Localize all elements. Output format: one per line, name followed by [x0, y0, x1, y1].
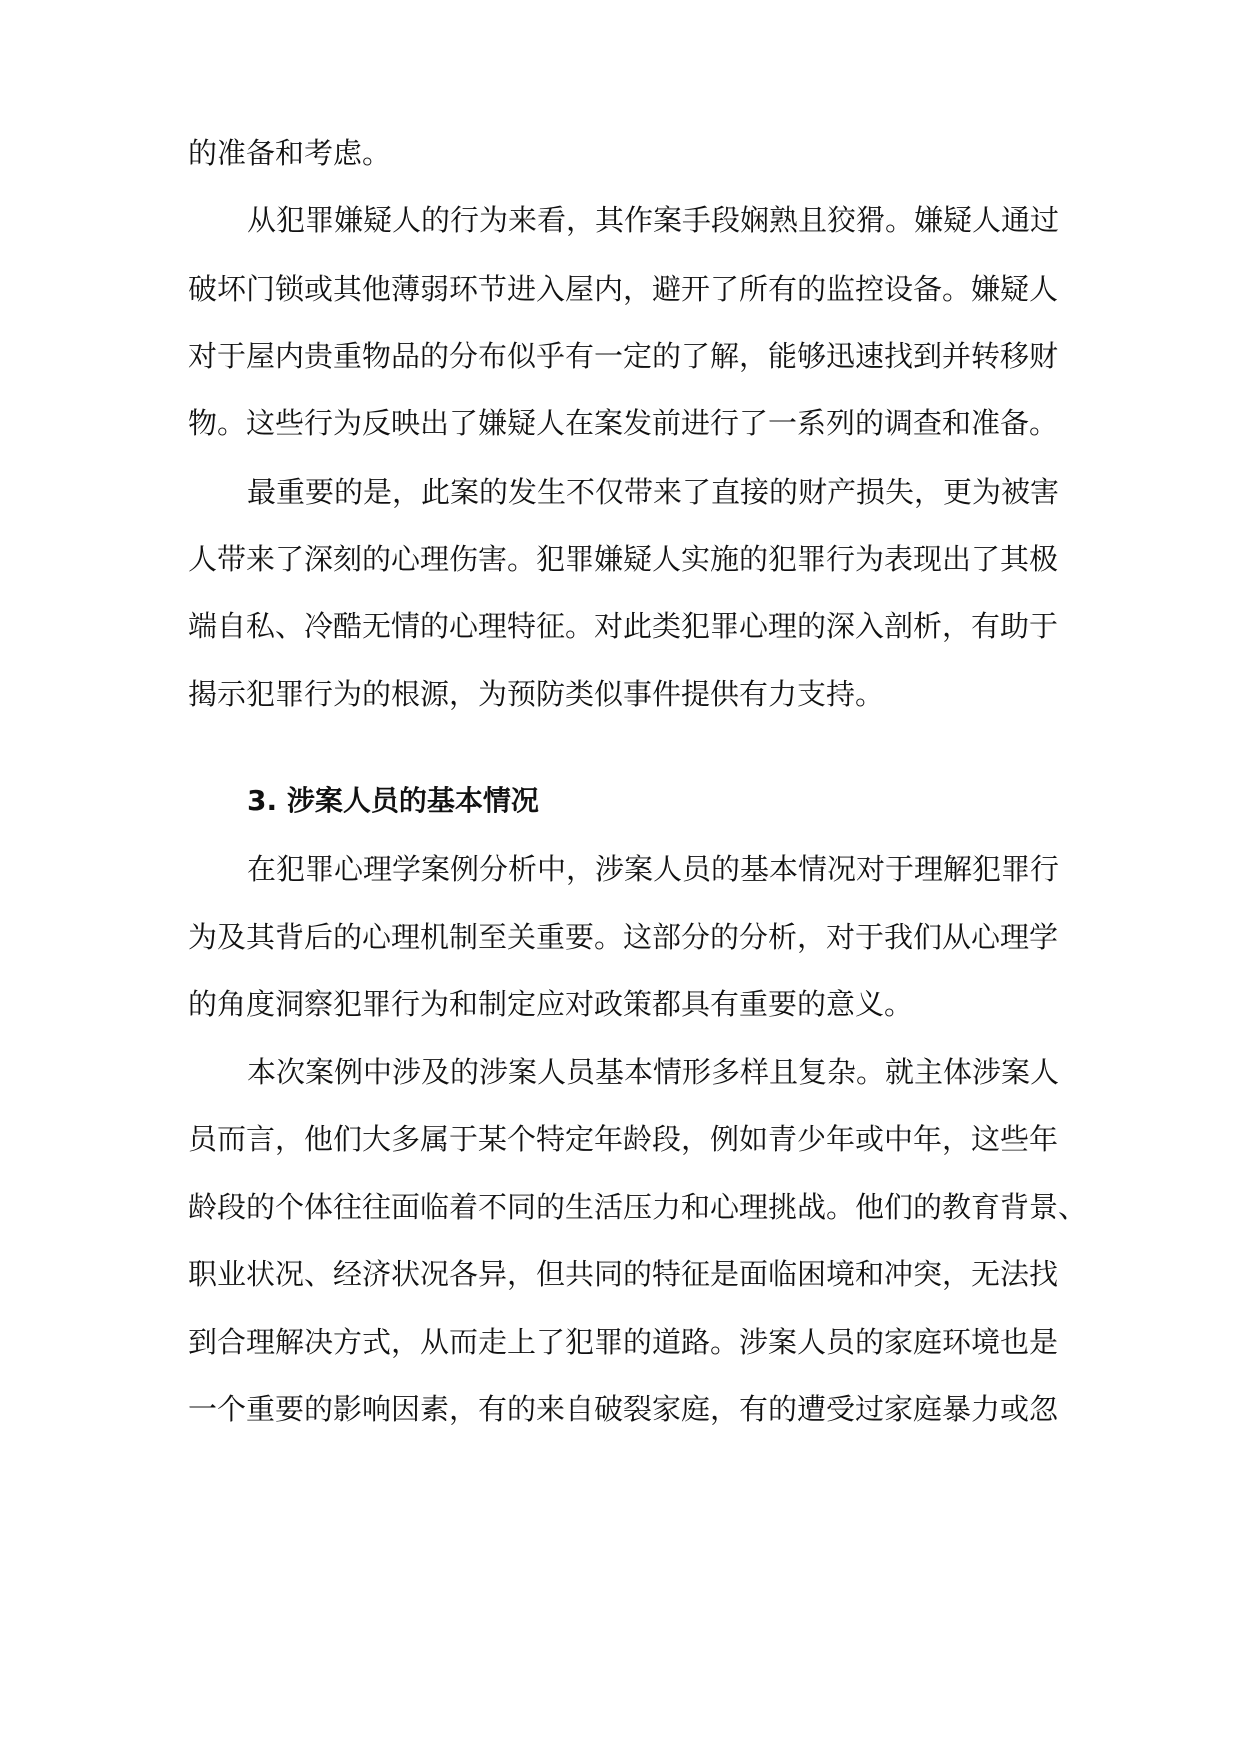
paragraph-line: 在犯罪心理学案例分析中，涉案人员的基本情况对于理解犯罪行 [247, 852, 1060, 886]
paragraph-line: 员而言，他们大多属于某个特定年龄段，例如青少年或中年，这些年 [188, 1122, 1059, 1156]
paragraph-line: 端自私、冷酷无情的心理特征。对此类犯罪心理的深入剖析，有助于 [188, 609, 1059, 643]
paragraph-line: 职业状况、经济状况各异，但共同的特征是面临困境和冲突，无法找 [188, 1257, 1059, 1291]
paragraph-line: 一个重要的影响因素，有的来自破裂家庭，有的遭受过家庭暴力或忽 [188, 1392, 1059, 1426]
paragraph-line: 到合理解决方式，从而走上了犯罪的道路。涉案人员的家庭环境也是 [188, 1325, 1059, 1359]
paragraph-line: 最重要的是，此案的发生不仅带来了直接的财产损失，更为被害 [247, 475, 1060, 509]
section-heading: 3. 涉案人员的基本情况 [247, 784, 539, 817]
paragraph-line: 物。这些行为反映出了嫌疑人在案发前进行了一系列的调查和准备。 [188, 406, 1059, 440]
paragraph-line: 对于屋内贵重物品的分布似乎有一定的了解，能够迅速找到并转移财 [188, 339, 1059, 373]
paragraph-line: 龄段的个体往往面临着不同的生活压力和心理挑战。他们的教育背景、 [188, 1190, 1088, 1224]
paragraph-line: 为及其背后的心理机制至关重要。这部分的分析，对于我们从心理学 [188, 920, 1059, 954]
paragraph-line: 从犯罪嫌疑人的行为来看，其作案手段娴熟且狡猾。嫌疑人通过 [247, 203, 1060, 237]
paragraph-line: 揭示犯罪行为的根源，为预防类似事件提供有力支持。 [188, 677, 885, 711]
paragraph-line: 本次案例中涉及的涉案人员基本情形多样且复杂。就主体涉案人 [247, 1055, 1060, 1089]
paragraph-line: 人带来了深刻的心理伤害。犯罪嫌疑人实施的犯罪行为表现出了其极 [188, 542, 1059, 576]
paragraph-line: 的角度洞察犯罪行为和制定应对政策都具有重要的意义。 [188, 987, 914, 1021]
paragraph-line: 破坏门锁或其他薄弱环节进入屋内，避开了所有的监控设备。嫌疑人 [188, 272, 1059, 306]
paragraph-line: 的准备和考虑。 [188, 136, 392, 170]
